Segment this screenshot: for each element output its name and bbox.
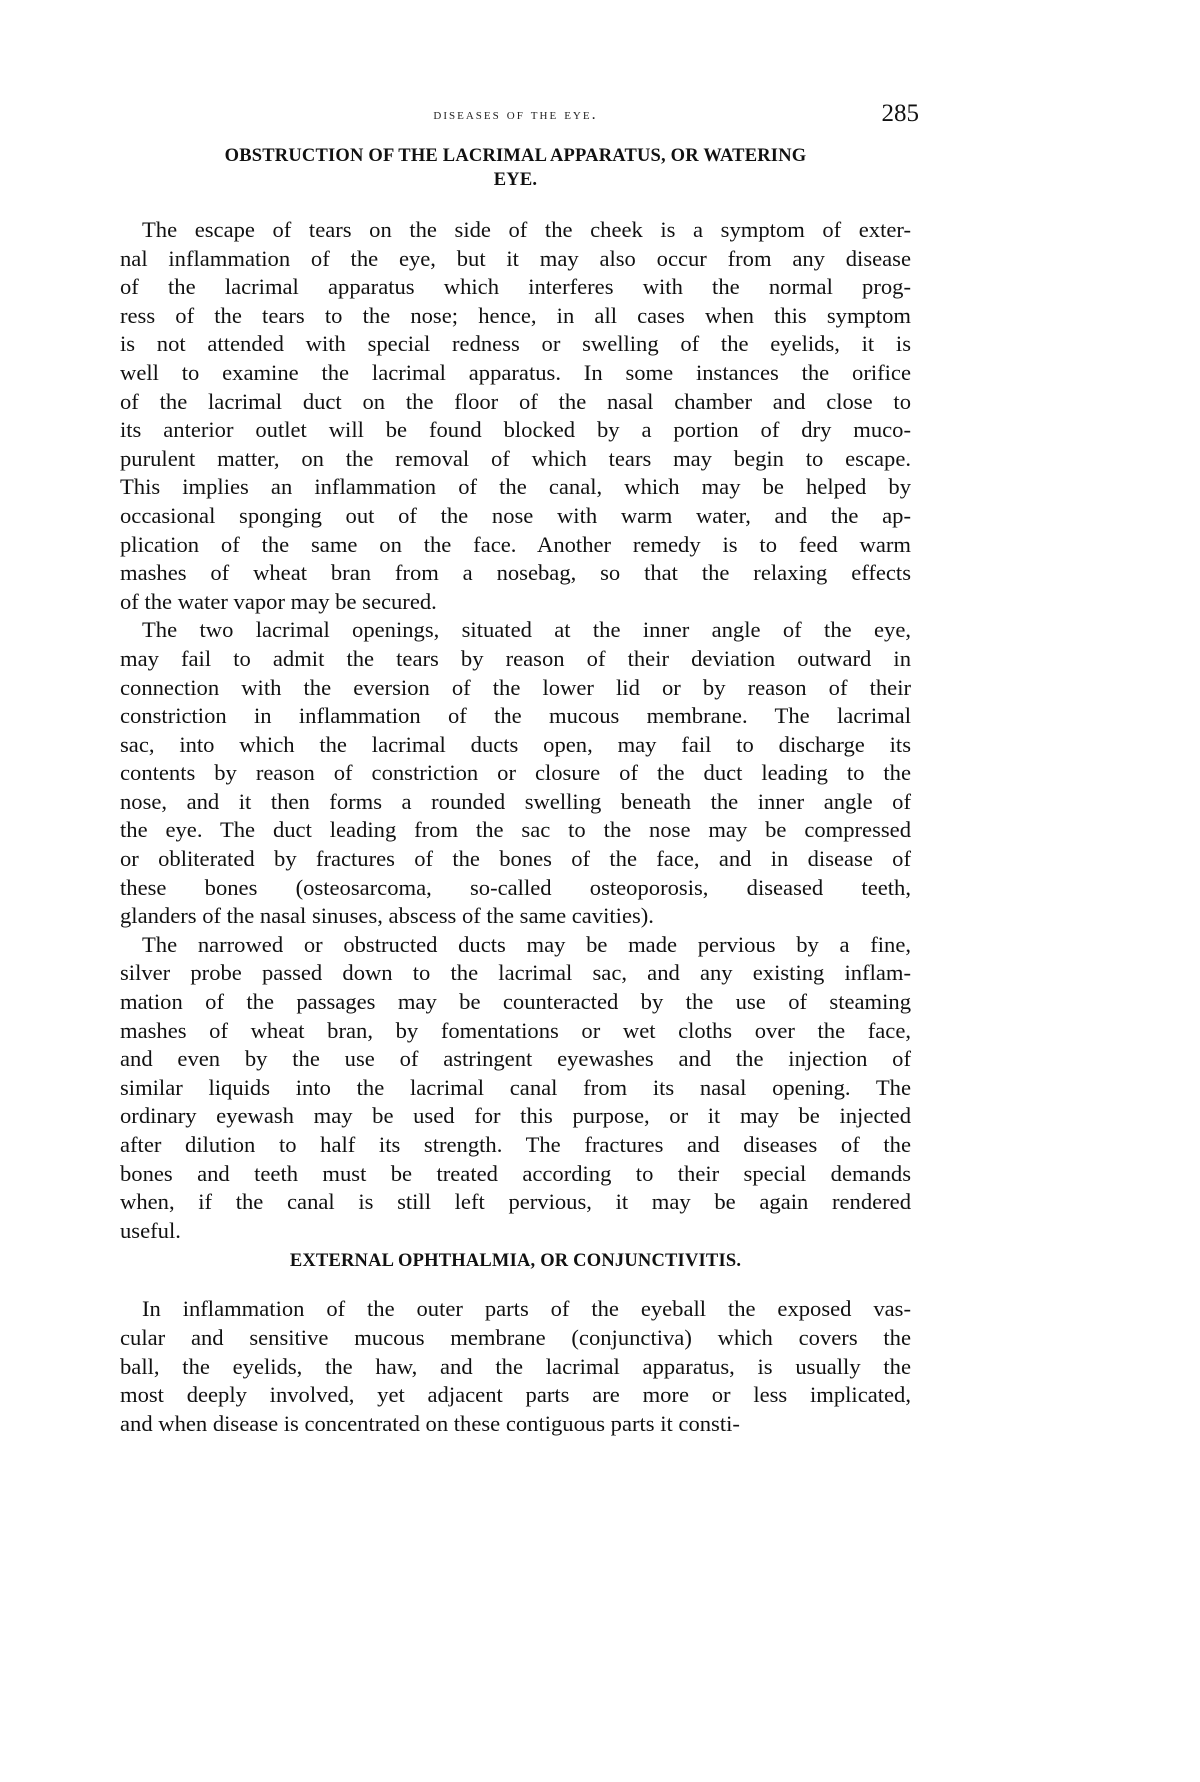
text-line: sac, into which the lacrimal ducts open, may fail to discharge its	[120, 731, 911, 757]
text-line: occasional sponging out of the nose with warm water, and the ap-	[120, 502, 911, 528]
text-line: well to examine the lacrimal apparatus. In some instances the orifice	[120, 359, 911, 385]
paragraph	[120, 216, 911, 616]
text-line: glanders of the nasal sinuses, abscess of the same cavities).	[120, 903, 654, 929]
text-line: or obliterated by fractures of the bones of the face, and in disease of	[120, 846, 911, 872]
paragraph	[120, 616, 911, 931]
text-line: may fail to admit the tears by reason of their deviation outward in	[120, 645, 911, 671]
text-line: ordinary eyewash may be used for this purpose, or it may be injected	[120, 1103, 911, 1129]
text-line: mation of the passages may be counteracted by the use of steaming	[120, 989, 911, 1015]
text-line: ball, the eyelids, the haw, and the lacrimal apparatus, is usually the	[120, 1353, 911, 1379]
text-line: mashes of wheat bran, by fomentations or wet cloths over the face,	[120, 1017, 911, 1043]
text-line: In inflammation of the outer parts of the eyeball the exposed vas-	[142, 1296, 911, 1322]
text-line: after dilution to half its strength. The fractures and diseases of the	[120, 1132, 911, 1157]
text-line: when, if the canal is still left pervious, it may be again rendered	[120, 1189, 911, 1215]
text-line: The escape of tears on the side of the cheek is a symptom of exter-	[142, 217, 911, 242]
paragraph	[120, 931, 911, 1246]
text-line: useful.	[120, 1217, 181, 1243]
text-line: bones and teeth must be treated according to their special demands	[120, 1160, 911, 1186]
text-line: of the water vapor may be secured.	[120, 588, 437, 614]
text-line: connection with the eversion of the lower lid or by reason of their	[120, 674, 911, 700]
text-line: cular and sensitive mucous membrane (conjunctiva) which covers the	[120, 1324, 911, 1350]
text-line: nal inflammation of the eye, but it may also occur from any disease	[120, 245, 911, 271]
text-line: constriction in inflammation of the mucous membrane. The lacrimal	[120, 703, 911, 729]
text-line: The two lacrimal openings, situated at the inner angle of the eye,	[142, 617, 911, 643]
text-line: nose, and it then forms a rounded swelling beneath the inner angle of	[120, 788, 911, 814]
text-line: silver probe passed down to the lacrimal sac, and any existing inflam-	[120, 960, 911, 986]
running-title: diseases of the eye.	[433, 106, 598, 123]
text-line: is not attended with special redness or swelling of the eyelids, it is	[120, 331, 911, 357]
text-line: purulent matter, on the removal of which tears may begin to escape.	[120, 445, 911, 471]
text-line: ress of the tears to the nose; hence, in all cases when this symptom	[120, 302, 911, 328]
text-line: The narrowed or obstructed ducts may be made pervious by a fine,	[142, 931, 911, 957]
section-heading-line: EYE.	[493, 170, 538, 190]
text-line: This implies an inflammation of the canal, which may be helped by	[120, 474, 911, 500]
text-line: mashes of wheat bran from a nosebag, so that the relaxing effects	[120, 560, 911, 586]
text-line: and even by the use of astringent eyewashes and the injection of	[120, 1046, 911, 1072]
text-line: and when disease is concentrated on these contiguous parts it consti-	[120, 1410, 740, 1436]
text-line: contents by reason of constriction or closure of the duct leading to the	[120, 760, 911, 786]
text-line: similar liquids into the lacrimal canal from its nasal opening. The	[120, 1074, 911, 1100]
book-page	[120, 100, 919, 1438]
section-heading-conjunctivitis	[120, 1249, 911, 1273]
text-line: these bones (osteosarcoma, so-called osteoporosis, diseased teeth,	[120, 874, 911, 900]
running-head	[120, 100, 919, 136]
text-line: of the lacrimal apparatus which interferes with the normal prog-	[120, 274, 911, 300]
section-heading-line: EXTERNAL OPHTHALMIA, OR CONJUNCTIVITIS.	[289, 1251, 742, 1272]
text-line: its anterior outlet will be found blocked by a portion of dry muco-	[120, 417, 911, 443]
section-heading-obstruction	[120, 144, 911, 192]
text-line: plication of the same on the face. Another remedy is to feed warm	[120, 531, 911, 557]
page-number: 285	[881, 100, 919, 127]
text-line: of the lacrimal duct on the floor of the nasal chamber and close to	[120, 388, 911, 414]
paragraph	[120, 1295, 911, 1438]
text-line: the eye. The duct leading from the sac to the nose may be compressed	[120, 817, 911, 843]
text-line: most deeply involved, yet adjacent parts are more or less implicated,	[120, 1382, 911, 1408]
section-heading-line: OBSTRUCTION OF THE LACRIMAL APPARATUS, OR WATERING	[224, 146, 807, 166]
